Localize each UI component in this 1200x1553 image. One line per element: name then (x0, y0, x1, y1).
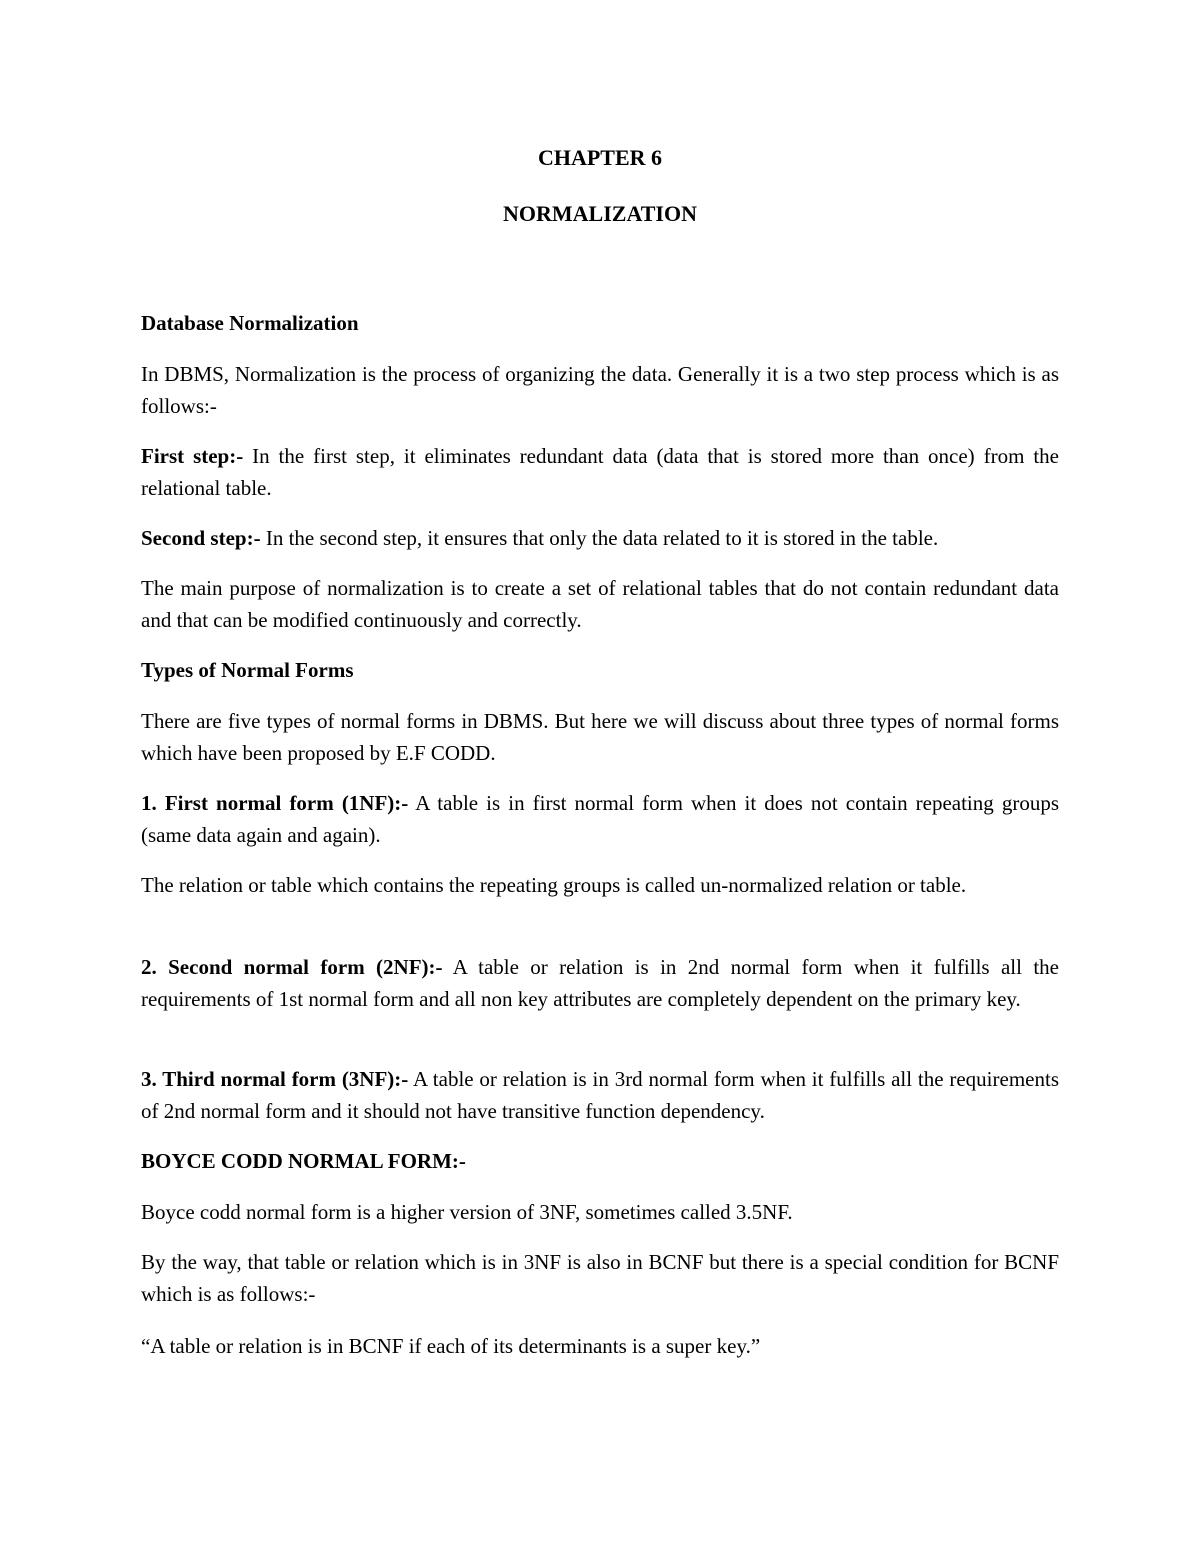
second-step-paragraph (141, 522, 1059, 554)
third-normal-form-text: A table or relation is in 3rd normal form when it fulfills all the requirements of 2nd normal form and it should not have transitive function dependency. (141, 1067, 1059, 1123)
second-normal-form-label: 2. Second normal form (2NF):- (141, 955, 443, 979)
intro-paragraph: In DBMS, Normalization is the process of organizing the data. Generally it is a two step process which is as follows:- (141, 362, 1059, 418)
first-step-label: First step:- (141, 444, 244, 468)
second-step-text: In the second step, it ensures that only the data related to it is stored in the table. (260, 526, 939, 550)
first-normal-form-text: A table is in first normal form when it does not contain repeating groups (same data again and again). (141, 791, 1060, 847)
chapter-title: NORMALIZATION (503, 201, 697, 226)
first-step-text: In the first step, it eliminates redundant data (data that is stored more than once) from the relational table. (141, 444, 1059, 500)
third-normal-form-label: 3. Third normal form (3NF):- (141, 1067, 409, 1091)
types-intro-paragraph: There are five types of normal forms in DBMS. But here we will discuss about three types of normal forms which have been proposed by E.F CODD. (141, 709, 1059, 765)
bcnf-definition-quote: “A table or relation is in BCNF if each of its determinants is a super key.” (141, 1334, 761, 1358)
section-heading-bcnf: BOYCE CODD NORMAL FORM:- (141, 1149, 466, 1173)
unnormalized-note-paragraph: The relation or table which contains the repeating groups is called un-normalized relation or table. (141, 873, 967, 897)
first-normal-form-paragraph (141, 787, 1059, 851)
chapter-number: CHAPTER 6 (537, 145, 663, 170)
first-normal-form-label: 1. First normal form (1NF):- (141, 791, 409, 815)
purpose-paragraph: The main purpose of normalization is to create a set of relational tables that do not contain redundant data and that can be modified continuously and correctly. (141, 576, 1059, 632)
third-normal-form-paragraph (141, 1063, 1059, 1127)
bcnf-condition-paragraph: By the way, that table or relation which is in 3NF is also in BCNF but there is a special condition for BCNF which is as follows:- (141, 1250, 1059, 1306)
second-normal-form-paragraph (141, 951, 1059, 1015)
section-heading-database-normalization: Database Normalization (141, 311, 359, 335)
bcnf-intro-paragraph: Boyce codd normal form is a higher version of 3NF, sometimes called 3.5NF. (141, 1200, 793, 1224)
first-step-paragraph (141, 440, 1059, 504)
second-normal-form-text: A table or relation is in 2nd normal form when it fulfills all the requirements of 1st normal form and all non key attributes are completely dependent on the primary key. (141, 955, 1060, 1011)
section-heading-types-of-normal-forms: Types of Normal Forms (141, 658, 354, 682)
second-step-label: Second step:- (141, 526, 261, 550)
